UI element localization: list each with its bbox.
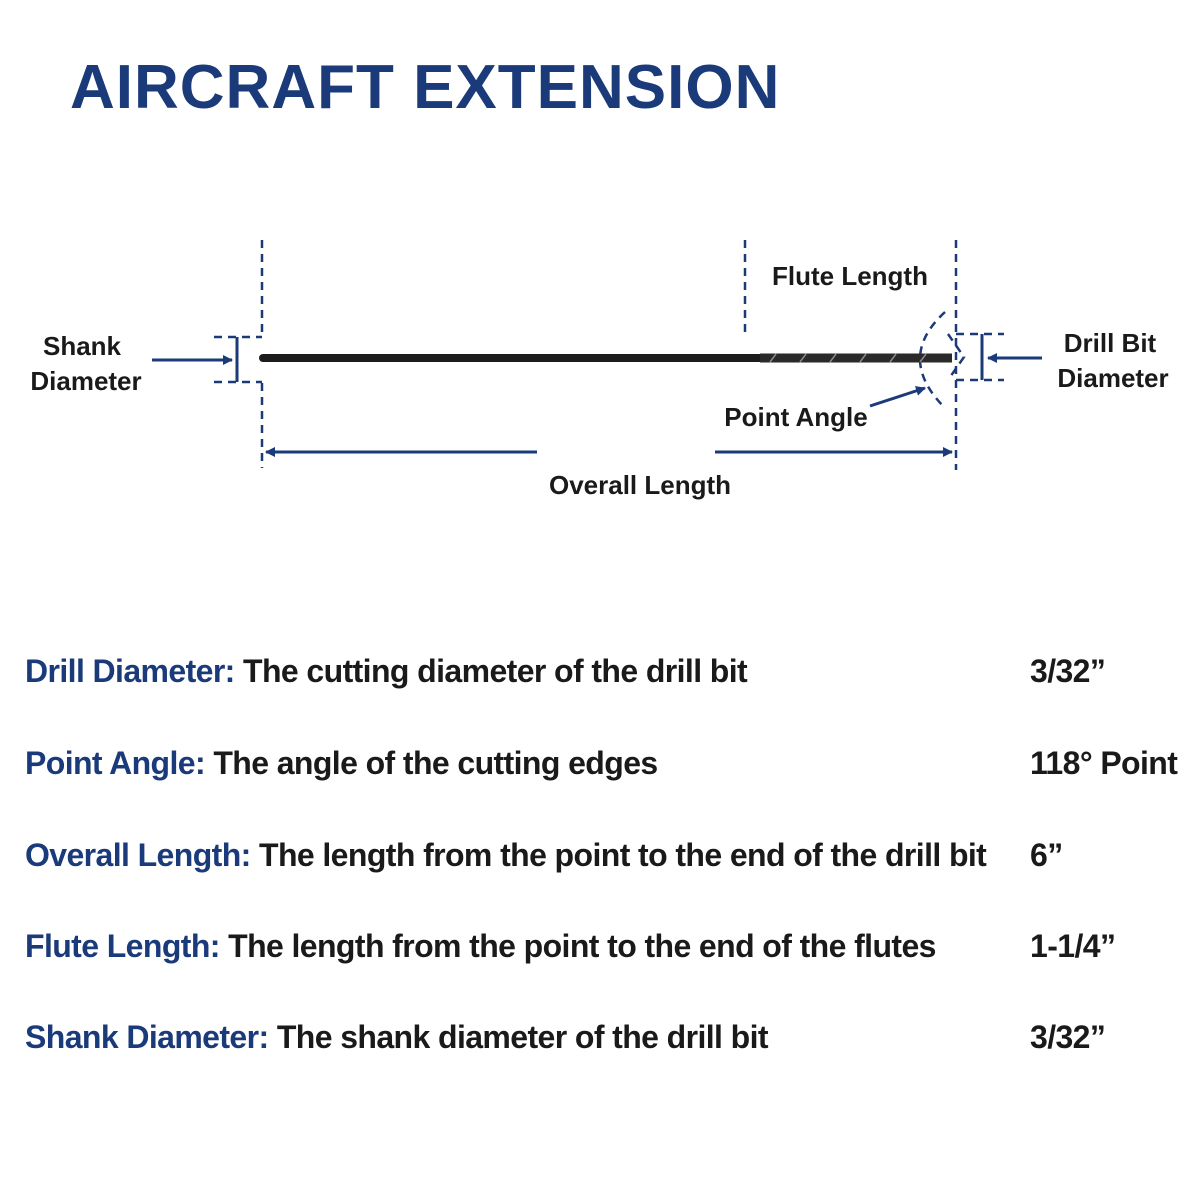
shank-diameter-label-line1: Shank (42, 331, 122, 361)
spec-term: Drill Diameter: (25, 653, 235, 689)
overall-length-label: Overall Length (548, 470, 732, 500)
spec-description: The length from the point to the end of the drill bit (250, 837, 987, 873)
spec-description: The shank diameter of the drill bit (268, 1019, 768, 1055)
spec-description: The angle of the cutting edges (205, 745, 658, 781)
spec-description: The cutting diameter of the drill bit (234, 653, 748, 689)
spec-value: 3/32” (1030, 653, 1106, 689)
drill-bit (263, 354, 952, 362)
spec-term: Shank Diameter: (25, 1019, 269, 1055)
spec-row-overall-length (25, 837, 1185, 887)
spec-value: 1-1/4” (1030, 928, 1116, 964)
drill-bit-diagram (0, 0, 1200, 560)
point-angle-arrow (870, 388, 925, 406)
spec-value: 3/32” (1030, 1019, 1106, 1055)
point-angle-label: Point Angle (724, 402, 868, 432)
spec-term: Point Angle: (25, 745, 206, 781)
spec-value: 118° Point (1030, 745, 1178, 781)
shank-diameter-label-line2: Diameter (30, 366, 142, 396)
dimension-arrows (152, 358, 1042, 452)
spec-row-shank-diameter (25, 1019, 1185, 1069)
spec-term: Overall Length: (25, 837, 251, 873)
flute-length-label: Flute Length (772, 261, 928, 291)
drill-bit-diameter-label-line2: Diameter (1057, 363, 1169, 393)
spec-term: Flute Length: (25, 928, 220, 964)
spec-row-point-angle (25, 745, 1185, 795)
spec-description: The length from the point to the end of the flutes (219, 928, 936, 964)
drill-bit-diameter-label-line1: Drill Bit (1063, 328, 1157, 358)
spec-value: 6” (1030, 837, 1063, 873)
spec-row-drill-diameter (25, 653, 1185, 703)
spec-row-flute-length (25, 928, 1185, 978)
page-title: AIRCRAFT EXTENSION (70, 53, 781, 122)
